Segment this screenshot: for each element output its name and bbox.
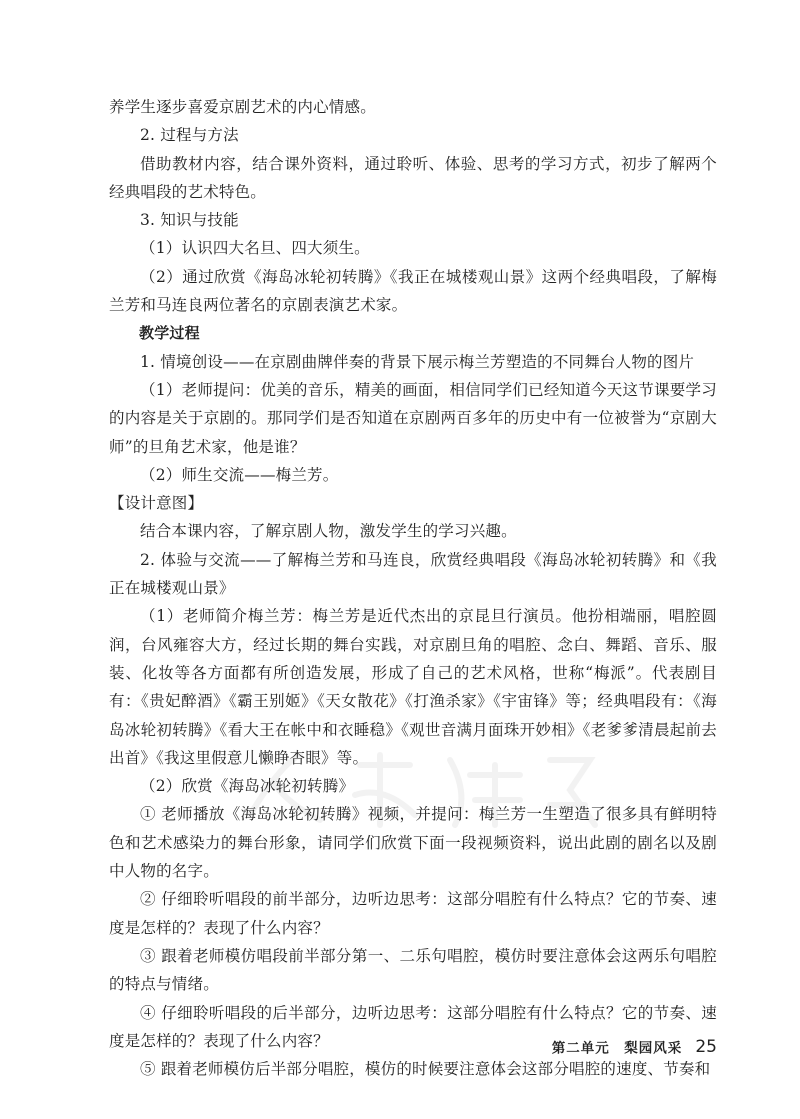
paragraph: （1）认识四大名旦、四大须生。: [140, 239, 370, 258]
paragraph: 3. 知识与技能: [140, 211, 239, 230]
unit-title: 第二单元 梨园风采: [551, 1040, 683, 1057]
page-number: 25: [695, 1036, 717, 1057]
paragraph: 2. 体验与交流——了解梅兰芳和马连良，欣赏经典唱段《海岛冰轮初转腾》和《我正在城楼观山景》: [109, 550, 717, 598]
body-text: [109, 93, 717, 1083]
paragraph: 【设计意图】: [109, 494, 204, 513]
paragraph: （2）通过欣赏《海岛冰轮初转腾》《我正在城楼观山景》这两个经典唱段，了解梅兰芳和马连良两位著名的京剧表演艺术家。: [109, 267, 717, 315]
section-heading: 教学过程: [139, 324, 200, 343]
paragraph: （1）老师提问：优美的音乐，精美的画面，相信同学们已经知道今天这节课要学习的内容是关于京剧的。那同学们是否知道在京剧两百多年的历史中有一位被誉为“京剧大师”的旦角艺术家，他是谁？: [109, 380, 717, 456]
paragraph: 结合本课内容，了解京剧人物，激发学生的学习兴趣。: [140, 522, 517, 541]
page-footer: [0, 1036, 717, 1057]
paragraph: ⑤ 跟着老师模仿后半部分唱腔，模仿的时候要注意体会这部分唱腔的速度、节奏和: [140, 1060, 711, 1079]
paragraph: 2. 过程与方法: [140, 126, 239, 145]
paragraph: ② 仔细聆听唱段的前半部分，边听边思考：这部分唱腔有什么特点？它的节奏、速度是怎样的？表现了什么内容？: [109, 890, 717, 937]
paragraph: 借助教材内容，结合课外资料，通过聆听、体验、思考的学习方式，初步了解两个经典唱段的艺术特色。: [109, 154, 717, 201]
paragraph: （2）欣赏《海岛冰轮初转腾》: [140, 777, 355, 796]
paragraph: ① 老师播放《海岛冰轮初转腾》视频，并提问：梅兰芳一生塑造了很多具有鲜明特色和艺术感染力的舞台形象，请同学们欣赏下面一段视频资料，说出此剧的剧名以及剧中人物的名字。: [109, 805, 717, 881]
paragraph: （1）老师简介梅兰芳：梅兰芳是近代杰出的京昆旦行演员。他扮相端丽，唱腔圆润，台风雍容大方，经过长期的舞台实践，对京剧旦角的唱腔、念白、舞蹈、音乐、服装、化妆等各方面都有所创造发展，形成了自己的艺术风格，世称“梅派”。代表剧目有：《贵妃醉酒》《霸王别姬》《天女散花》《打渔杀家》《宇宙锋》等；经典唱段有：《海岛冰轮初转腾》《看大王在帐中和衣睡稳》《观世音满月面珠开妙相》《老爹爹清晨起前去出首》《我这里假意儿懒睁杏眼》等。: [109, 607, 717, 767]
paragraph: ③ 跟着老师模仿唱段前半部分第一、二乐句唱腔，模仿时要注意体会这两乐句唱腔的特点与情绪。: [109, 946, 717, 994]
paragraph: 1. 情境创设——在京剧曲牌伴奏的背景下展示梅兰芳塑造的不同舞台人物的图片: [140, 352, 695, 371]
paragraph: ④ 仔细聆听唱段的后半部分，边听边思考：这部分唱腔有什么特点？它的节奏、速度是怎样的？表现了什么内容？: [109, 1003, 717, 1050]
paragraph: （2）师生交流——梅兰芳。: [140, 465, 339, 484]
paragraph: 养学生逐步喜爱京剧艺术的内心情感。: [109, 98, 376, 116]
